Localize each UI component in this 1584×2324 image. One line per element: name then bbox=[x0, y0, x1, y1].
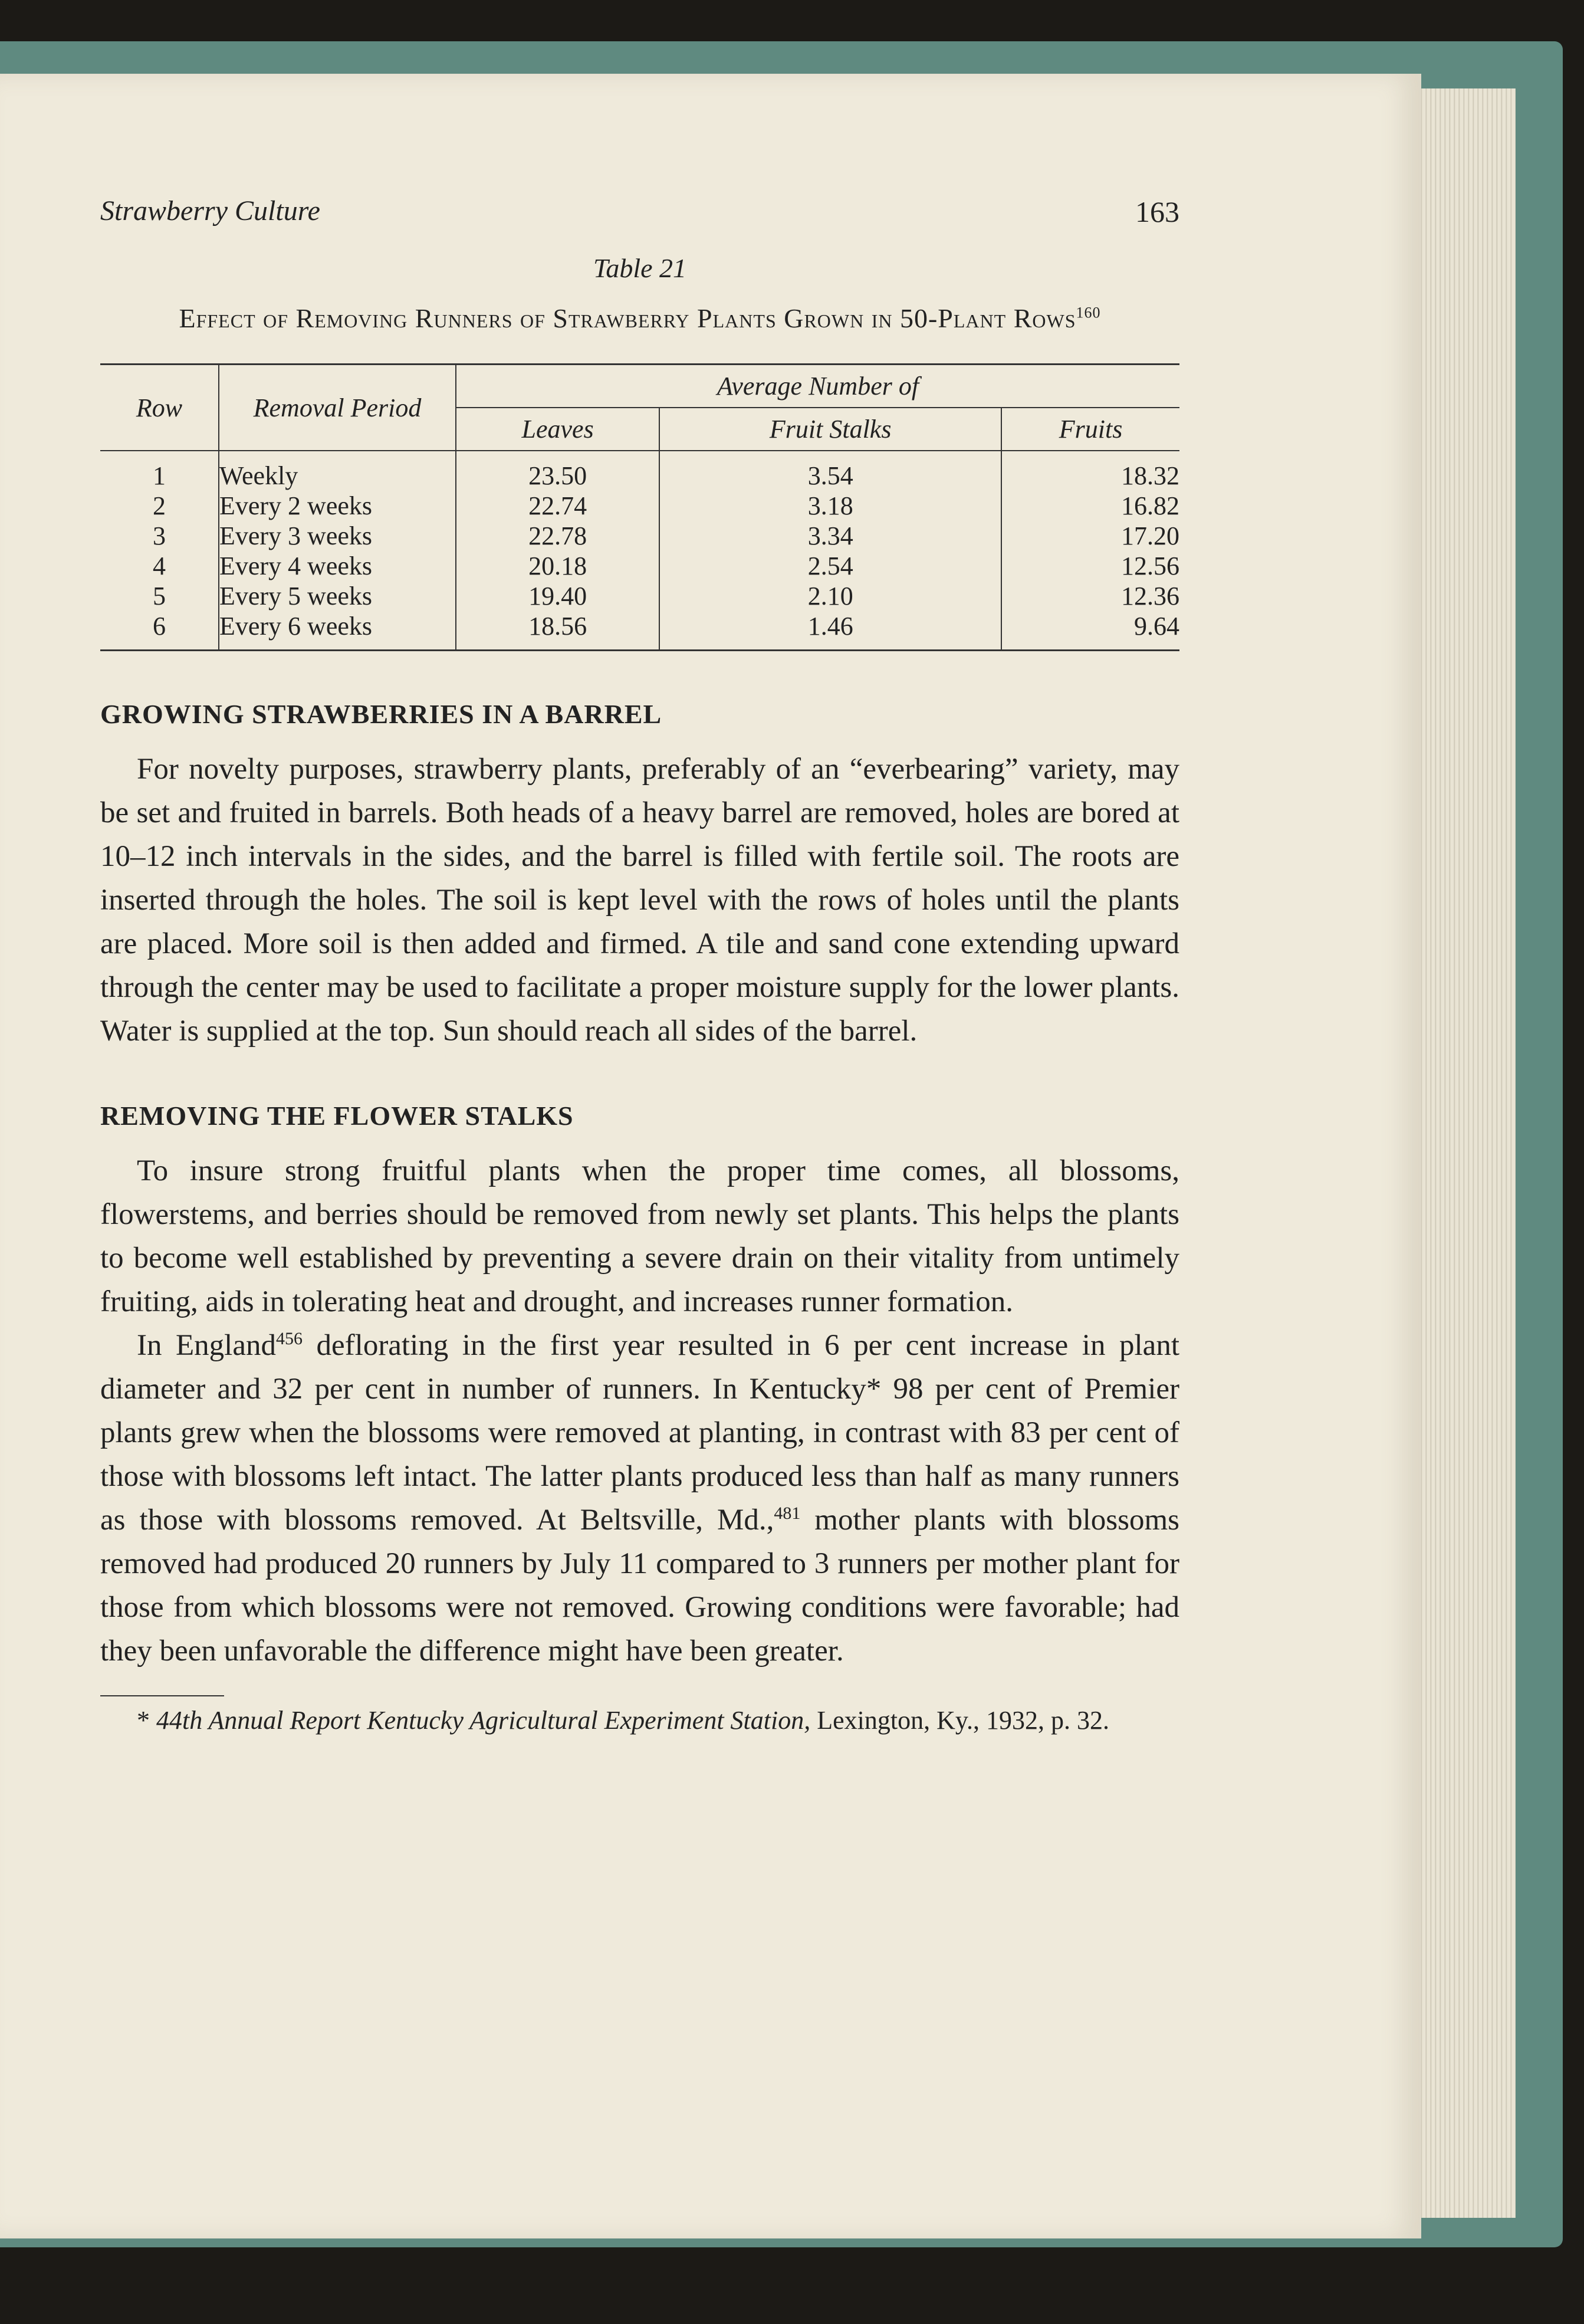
section-heading-flower-stalks: REMOVING THE FLOWER STALKS bbox=[100, 1101, 574, 1131]
ref-456: 456 bbox=[275, 1329, 303, 1348]
cell-row: 2 bbox=[100, 491, 219, 521]
cell-period: Every 4 weeks bbox=[219, 551, 456, 581]
section-heading-barrel: GROWING STRAWBERRIES IN A BARREL bbox=[100, 699, 662, 729]
header-leaves: Leaves bbox=[456, 408, 659, 451]
cell-stalks: 3.54 bbox=[659, 451, 1001, 491]
header-removal-period: Removal Period bbox=[219, 365, 456, 451]
cell-fruits: 12.56 bbox=[1121, 552, 1179, 580]
running-title: Strawberry Culture bbox=[100, 195, 320, 227]
p2-text-b: deflorating in the first year resulted in 6 per cent increase in plant diameter and 32 per cent in number of runners. In Kentucky* 98 per cent of Premier plants grew when the blossoms were removed at planting, in contrast with 83 per cent of those with blossoms left intact. The latter plants produced less than half as many runners as those with blossoms removed. At Beltsville, Md., bbox=[100, 1329, 1179, 1537]
cell-stalks: 2.54 bbox=[659, 551, 1001, 581]
paragraph-flower-stalks-1: To insure strong fruitful plants when the proper time comes, all blossoms, flowerstems, and berries should be removed from newly set plants. This helps the plants to become well established by preventing a severe drain on their vitality from untimely fruiting, aids in tolerating heat and drought, and increases runner formation. bbox=[100, 1154, 1179, 1318]
cell-period: Weekly bbox=[219, 451, 456, 491]
cell-stalks: 2.10 bbox=[659, 581, 1001, 611]
header-row: Row bbox=[100, 365, 219, 451]
cell-period: Every 6 weeks bbox=[219, 611, 456, 651]
cell-leaves: 20.18 bbox=[456, 551, 659, 581]
footnote bbox=[100, 1703, 1179, 1738]
cell-leaves: 22.74 bbox=[456, 491, 659, 521]
table-title-ref: 160 bbox=[1076, 304, 1101, 321]
table-row bbox=[100, 521, 1179, 551]
footnote-rest: Lexington, Ky., 1932, p. 32. bbox=[810, 1706, 1109, 1735]
p2-text-c: mother plants with blossoms removed had produced 20 runners by July 11 compared to 3 runners per mother plant for those from which blossoms were not removed. Growing conditions were favorable; had they been unfavorable the difference might have been greater. bbox=[100, 1504, 1179, 1667]
cell-row: 1 bbox=[100, 451, 219, 491]
table-row bbox=[100, 551, 1179, 581]
cell-period: Every 2 weeks bbox=[219, 491, 456, 521]
cell-row: 3 bbox=[100, 521, 219, 551]
table-row bbox=[100, 451, 1179, 491]
ref-481: 481 bbox=[774, 1504, 801, 1523]
cell-stalks: 3.34 bbox=[659, 521, 1001, 551]
footnote-rule bbox=[100, 1695, 224, 1696]
p2-text-a: In England bbox=[137, 1329, 276, 1362]
footnote-source: 44th Annual Report Kentucky Agricultural Experiment Station, bbox=[156, 1706, 811, 1735]
runner-removal-table bbox=[100, 363, 1179, 651]
header-fruit-stalks: Fruit Stalks bbox=[659, 408, 1001, 451]
paragraph-barrel: For novelty purposes, strawberry plants, preferably of an “everbearing” variety, may be set and fruited in barrels. Both heads of a heavy barrel are removed, holes are bored at 10–12 inch intervals in the sides, and the barrel is filled with fertile soil. The roots are inserted through the holes. The soil is kept level with the rows of holes until the plants are placed. More soil is then added and firmed. A tile and sand cone extending upward through the center may be used to facilitate a proper moisture supply for the lower plants. Water is supplied at the top. Sun should reach all sides of the barrel. bbox=[100, 753, 1179, 1048]
cell-fruits: 9.64 bbox=[1134, 612, 1179, 641]
cell-fruits: 16.82 bbox=[1121, 491, 1179, 520]
table-title bbox=[100, 303, 1179, 334]
cell-stalks: 1.46 bbox=[659, 611, 1001, 651]
table-row bbox=[100, 581, 1179, 611]
cell-row: 5 bbox=[100, 581, 219, 611]
table-row bbox=[100, 611, 1179, 651]
cell-period: Every 3 weeks bbox=[219, 521, 456, 551]
cell-fruits: 12.36 bbox=[1121, 582, 1179, 610]
cell-stalks: 3.18 bbox=[659, 491, 1001, 521]
cell-fruits: 17.20 bbox=[1121, 521, 1179, 550]
cell-fruits: 18.32 bbox=[1121, 461, 1179, 490]
table-title-text: Effect of Removing Runners of Strawberry Plants Grown in 50-Plant Rows bbox=[179, 303, 1076, 333]
cell-leaves: 19.40 bbox=[456, 581, 659, 611]
running-head bbox=[100, 195, 1179, 242]
table-row bbox=[100, 491, 1179, 521]
cell-period: Every 5 weeks bbox=[219, 581, 456, 611]
cell-row: 6 bbox=[100, 611, 219, 651]
cell-leaves: 18.56 bbox=[456, 611, 659, 651]
cell-leaves: 22.78 bbox=[456, 521, 659, 551]
footnote-marker: * bbox=[137, 1706, 156, 1735]
header-average-number: Average Number of bbox=[456, 365, 1179, 408]
page-number: 163 bbox=[1135, 195, 1179, 228]
paragraph-flower-stalks-2 bbox=[100, 1324, 1179, 1673]
cell-row: 4 bbox=[100, 551, 219, 581]
header-fruits: Fruits bbox=[1001, 408, 1179, 451]
page-content bbox=[100, 195, 1179, 1738]
table-caption: Table 21 bbox=[593, 253, 687, 283]
cell-leaves: 23.50 bbox=[456, 451, 659, 491]
